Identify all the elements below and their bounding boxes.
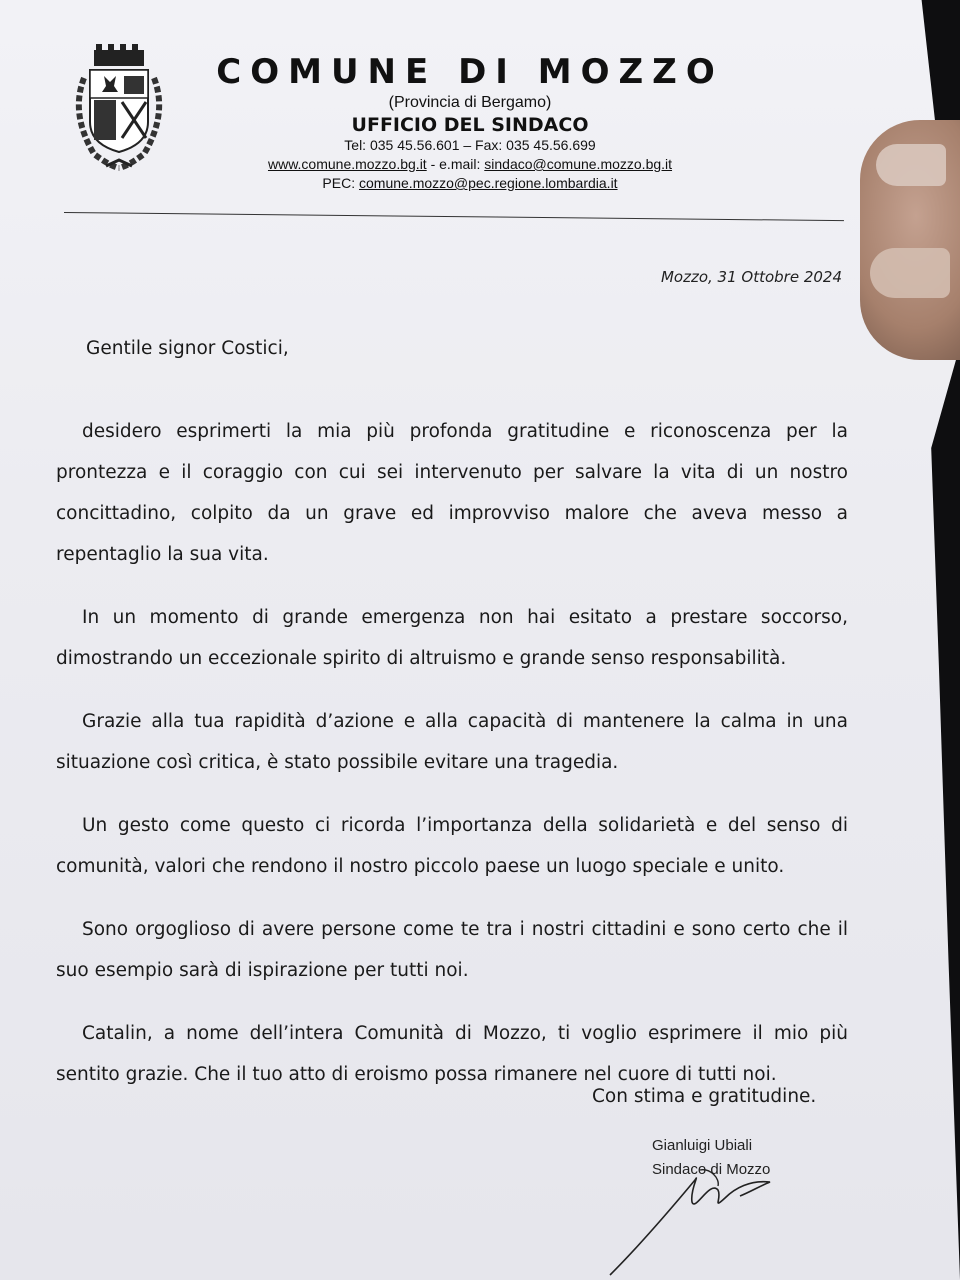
website-link[interactable]: www.comune.mozzo.bg.it	[267, 156, 427, 172]
municipality-name: COMUNE DI MOZZO	[216, 52, 724, 92]
email-link[interactable]: sindaco@comune.mozzo.bg.it	[484, 156, 673, 172]
paragraph-1	[56, 411, 848, 575]
letter-body	[56, 338, 848, 1117]
paragraph-text: Catalin, a nome dell’intera Comunità di Mozzo, ti voglio esprimere il mio più sentito grazie. Che il tuo atto di eroismo possa rimanere nel cuore di tutti noi.	[56, 1023, 848, 1085]
phone-fax-line: Tel: 035 45.56.601 – Fax: 035 45.56.699	[344, 137, 596, 153]
pec-prefix: PEC:	[322, 175, 359, 191]
paragraph-2	[56, 597, 848, 679]
signer-title: Sindaco di Mozzo	[652, 1161, 771, 1178]
paragraph-text: In un momento di grande emergenza non hai esitato a prestare soccorso, dimostrando un eccezionale spirito di altruismo e grande senso responsabilità.	[56, 607, 848, 669]
finger-nail	[870, 248, 950, 298]
paragraph-5	[56, 909, 848, 991]
office-title: UFFICIO DEL SINDACO	[351, 114, 589, 136]
letter-date: Mozzo, 31 Ottobre 2024	[660, 268, 842, 286]
signer-name: Gianluigi Ubiali	[652, 1137, 753, 1154]
email-prefix: - e.mail:	[426, 156, 485, 172]
web-email-line	[190, 155, 750, 174]
greeting: Gentile signor Costici,	[86, 338, 289, 359]
paragraph-3	[56, 701, 848, 783]
pec-link[interactable]: comune.mozzo@pec.regione.lombardia.it	[359, 175, 618, 191]
paragraph-text: Un gesto come questo ci ricorda l’importanza della solidarietà e del senso di comunità, valori che rendono il nostro piccolo paese un luogo speciale e unito.	[56, 815, 848, 877]
holding-thumb	[860, 120, 960, 360]
thumb-nail	[876, 144, 946, 186]
paragraph-text: Sono orgoglioso di avere persone come te tra i nostri cittadini e sono certo che il suo esempio sarà di ispirazione per tutti noi.	[56, 919, 848, 981]
paragraph-4	[56, 805, 848, 887]
handwritten-signature-icon	[600, 1150, 800, 1280]
letterhead	[190, 52, 750, 193]
paragraph-text: desidero esprimerti la mia più profonda gratitudine e riconoscenza per la prontezza e il coraggio con cui sei intervenuto per salvare la vita di un nostro concittadino, colpito da un grave ed improvviso malore che aveva messo a repentaglio la sua vita.	[56, 421, 848, 565]
paragraph-text: Grazie alla tua rapidità d’azione e alla capacità di mantenere la calma in una situazione così critica, è stato possibile evitare una tragedia.	[56, 711, 848, 773]
paragraph-6	[56, 1013, 848, 1095]
province-line: (Provincia di Bergamo)	[388, 94, 552, 111]
closing-line: Con stima e gratitudine.	[592, 1086, 817, 1107]
pec-line	[190, 174, 750, 193]
municipal-crest-icon	[66, 44, 172, 174]
